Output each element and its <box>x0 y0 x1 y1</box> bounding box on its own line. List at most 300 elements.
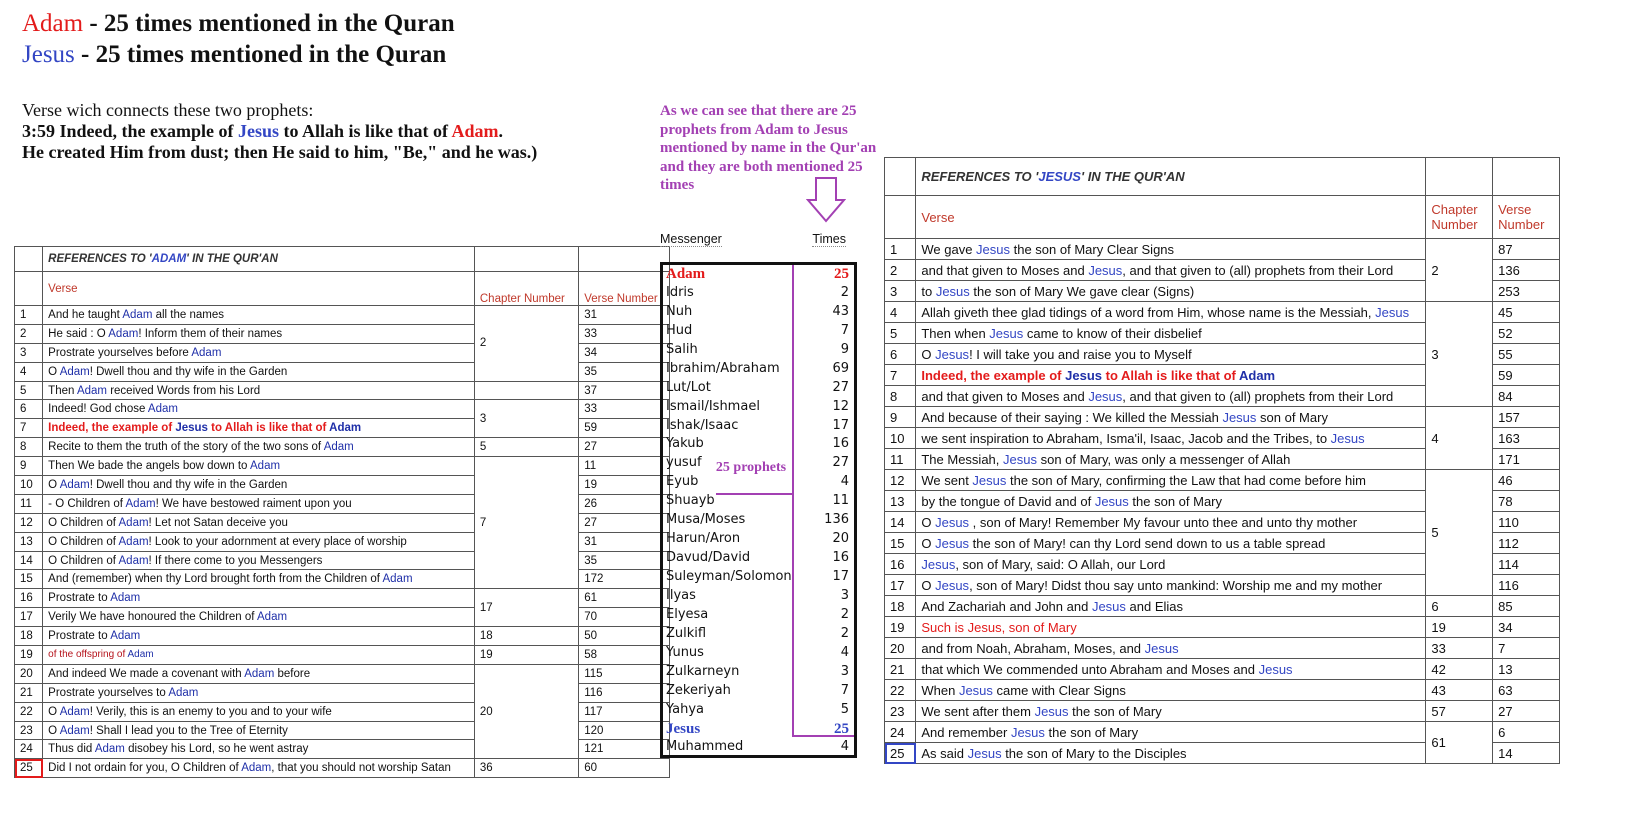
chapter-cell: 5 <box>474 438 578 457</box>
messenger-name: Jesus <box>666 720 701 737</box>
verse-adam: Adam <box>451 121 499 141</box>
verse-number: 61 <box>579 589 670 608</box>
times-col-label: Times <box>812 232 846 246</box>
chapter-cell: 42 <box>1426 659 1493 680</box>
name-keyword: Adam <box>191 346 222 359</box>
verse-number: 117 <box>579 702 670 721</box>
messenger-times: 11 <box>832 493 849 509</box>
row-number: 14 <box>15 551 43 570</box>
corner-cell <box>15 247 43 272</box>
messenger-times: 7 <box>840 682 849 698</box>
verse-cell <box>43 702 475 721</box>
verse-cell <box>43 306 475 325</box>
chapter-cell: 2 <box>474 306 578 382</box>
verse-number: 45 <box>1493 302 1560 323</box>
verse-text: the son of Mary! can thy Lord send down to us a table spread <box>969 535 1326 551</box>
row-number: 11 <box>15 494 43 513</box>
jesus-name: Jesus <box>22 41 75 68</box>
table-title: REFERENCES TO 'ADAM' IN THE QUR'AN <box>43 247 475 272</box>
row-number: 21 <box>885 659 916 680</box>
messenger-name: Davud/David <box>666 550 751 566</box>
name-keyword: Adam <box>118 535 149 548</box>
verse-text: Recite to them the truth of the story of the two sons of <box>48 441 324 454</box>
row-number: 9 <box>885 407 916 428</box>
adam-heading-line <box>22 8 455 39</box>
name-keyword: Adam <box>244 667 275 680</box>
name-keyword: Jesus <box>935 346 970 362</box>
verse-text <box>22 121 542 163</box>
table-row <box>885 407 1560 428</box>
verse-number: 52 <box>1493 323 1560 344</box>
verse-cell <box>916 239 1426 260</box>
messenger-times: 2 <box>840 284 849 300</box>
verse-cell <box>916 596 1426 617</box>
row-number: 22 <box>885 680 916 701</box>
verse-text: When <box>921 682 959 698</box>
chapter-cell: 57 <box>1426 701 1493 722</box>
name-keyword: Adam <box>127 649 154 661</box>
verse-number: 136 <box>1493 260 1560 281</box>
verse-cell <box>916 449 1426 470</box>
bracket-label: 25 prophets <box>715 460 787 475</box>
verse-text: O <box>48 478 60 491</box>
name-keyword: Jesus <box>958 682 993 698</box>
verse-text: and that given to Moses and <box>921 262 1089 278</box>
messenger-name: Muhammed <box>666 739 744 755</box>
verse-cell <box>43 419 475 438</box>
row-number: 6 <box>15 400 43 419</box>
row-number: 2 <box>885 260 916 281</box>
annotation-note: As we can see that there are 25 prophets from Adam to Jesus mentioned by name in the Qur'an and they are both mentioned 25 times <box>660 103 877 194</box>
jesus-heading-line <box>22 39 455 70</box>
name-keyword: Adam <box>59 705 90 718</box>
verse-text: , that you should not worship Satan <box>271 762 451 775</box>
messenger-times: 4 <box>840 739 849 755</box>
verse-cell <box>916 743 1426 764</box>
verse-number: 121 <box>579 740 670 759</box>
name-keyword: Jesus <box>935 535 970 551</box>
verse-text: , son of Mary, said: O Allah, our Lord <box>955 556 1166 572</box>
chapter-cell: 4 <box>1426 407 1493 470</box>
row-number: 24 <box>15 740 43 759</box>
table-row <box>885 596 1560 617</box>
verse-cell <box>916 491 1426 512</box>
jesus-references-table <box>884 157 1560 764</box>
messenger-name: Adam <box>666 266 706 282</box>
row-number: 5 <box>15 381 43 400</box>
name-keyword: Jesus <box>1003 451 1037 467</box>
messenger-times: 20 <box>832 531 849 547</box>
table-row <box>885 659 1560 680</box>
verse-cell <box>43 589 475 608</box>
col-header-verse: Verse <box>43 272 475 306</box>
messenger-times: 16 <box>832 550 849 566</box>
row-number: 25 <box>15 759 43 778</box>
messenger-col-label: Messenger <box>660 232 722 246</box>
name-keyword: Jesus <box>935 514 970 530</box>
verse-part: . <box>498 121 504 141</box>
name-keyword: Adam <box>241 762 272 775</box>
name-keyword: Jesus <box>1330 430 1365 446</box>
messenger-times: 25 <box>834 720 849 737</box>
table-row <box>15 589 670 608</box>
name-keyword: Adam <box>250 460 281 473</box>
messenger-name: Hud <box>666 322 693 338</box>
verse-text: O <box>921 577 936 593</box>
verse-text: O <box>48 705 60 718</box>
down-arrow-icon <box>806 176 846 224</box>
verse-text: Indeed! God chose <box>48 403 148 416</box>
verse-text: of the offspring of <box>48 649 128 661</box>
verse-text: The Messiah, <box>921 451 1004 467</box>
verse-number: 59 <box>579 419 670 438</box>
verse-cell <box>43 438 475 457</box>
verse-number: 14 <box>1493 743 1560 764</box>
verse-text: ! Verily, this is an enemy to you and to your wife <box>89 705 332 718</box>
verse-cell <box>43 457 475 476</box>
chapter-cell: 19 <box>474 646 578 665</box>
row-number: 1 <box>15 306 43 325</box>
name-keyword: Jesus <box>967 619 1002 635</box>
verse-text: He said : O <box>48 327 109 340</box>
verse-cell <box>43 551 475 570</box>
verse-number: 163 <box>1493 428 1560 449</box>
chapter-cell: 61 <box>1426 722 1493 764</box>
name-keyword: Adam <box>329 422 362 435</box>
bracket-pointer <box>716 493 792 495</box>
name-keyword: Adam <box>125 497 156 510</box>
messenger-name: Musa/Moses <box>666 512 746 528</box>
verse-cell <box>916 344 1426 365</box>
verse-cell <box>916 554 1426 575</box>
verse-cell <box>916 533 1426 554</box>
verse-number: 34 <box>1493 617 1560 638</box>
messenger-name: Shuayb <box>666 493 715 509</box>
verse-cell <box>916 701 1426 722</box>
name-keyword: Adam <box>122 308 153 321</box>
verse-number: 78 <box>1493 491 1560 512</box>
table-row <box>15 438 670 457</box>
chapter-cell: 3 <box>1426 302 1493 407</box>
messenger-times: 69 <box>832 360 849 376</box>
verse-text: And indeed We made a covenant with <box>48 667 245 680</box>
verse-number: 84 <box>1493 386 1560 407</box>
name-keyword: Jesus <box>1222 409 1257 425</box>
verse-number: 157 <box>1493 407 1560 428</box>
verse-text: We sent <box>921 472 973 488</box>
row-number: 24 <box>885 722 916 743</box>
verse-cell <box>916 617 1426 638</box>
chapter-cell: 3 <box>474 400 578 438</box>
name-keyword: Adam <box>59 478 90 491</box>
row-number: 1 <box>885 239 916 260</box>
table-row <box>15 627 670 646</box>
verse-text: received Words from his Lord <box>107 384 261 397</box>
messenger-times: 5 <box>840 701 849 717</box>
name-keyword: Adam <box>59 724 90 737</box>
verse-number: 120 <box>579 721 670 740</box>
verse-number: 114 <box>1493 554 1560 575</box>
verse-text: ! If there come to you Messengers <box>148 554 323 567</box>
row-number: 12 <box>885 470 916 491</box>
table-row <box>885 680 1560 701</box>
adam-name: Adam <box>22 10 84 37</box>
row-number: 13 <box>15 532 43 551</box>
verse-text: Indeed, the example of <box>921 367 1066 383</box>
verse-text: son of Mary <box>1256 409 1328 425</box>
verse-number: 7 <box>1493 638 1560 659</box>
name-keyword: Adam <box>108 327 139 340</box>
row-number: 21 <box>15 683 43 702</box>
chapter-cell: 33 <box>1426 638 1493 659</box>
verse-cell <box>43 324 475 343</box>
verse-number: 13 <box>1493 659 1560 680</box>
verse-cell <box>43 381 475 400</box>
row-number: 12 <box>15 513 43 532</box>
verse-number: 35 <box>579 362 670 381</box>
chapter-cell: 6 <box>1426 596 1493 617</box>
verse-cell <box>916 470 1426 491</box>
messenger-name: Zekeriyah <box>666 682 731 698</box>
name-keyword: Jesus <box>976 241 1011 257</box>
messenger-times: 4 <box>840 644 849 660</box>
verse-text: disobey his Lord, so he went astray <box>124 743 309 756</box>
chapter-cell: 36 <box>474 759 578 778</box>
messenger-name: Ibrahim/Abraham <box>666 360 780 376</box>
verse-number: 19 <box>579 476 670 495</box>
verse-text: Prostrate to <box>48 630 111 643</box>
messenger-name: Harun/Aron <box>666 531 741 547</box>
table-row <box>15 306 670 325</box>
name-keyword: Jesus <box>1375 304 1410 320</box>
name-keyword: Adam <box>110 630 141 643</box>
verse-text: , son of Mary <box>1001 619 1077 635</box>
verse-text: O <box>48 724 60 737</box>
messenger-times: 12 <box>832 398 849 414</box>
chapter-cell: 17 <box>474 589 578 627</box>
row-number: 20 <box>885 638 916 659</box>
messenger-times: 27 <box>832 379 849 395</box>
row-number: 3 <box>15 343 43 362</box>
verse-text: Then when <box>921 325 990 341</box>
verse-number: 171 <box>1493 449 1560 470</box>
messenger-row <box>663 738 854 757</box>
name-keyword: Adam <box>110 592 141 605</box>
verse-number: 31 <box>579 306 670 325</box>
verse-text: And he taught <box>48 308 123 321</box>
row-number: 18 <box>15 627 43 646</box>
chapter-cell: 7 <box>474 457 578 589</box>
messenger-name: Ismail/Ishmael <box>666 398 760 414</box>
chapter-cell: 20 <box>474 664 578 758</box>
table-row <box>885 617 1560 638</box>
verse-text: to Allah is like that of <box>1102 367 1239 383</box>
verse-cell <box>43 532 475 551</box>
verse-text: , and that given to (all) prophets from their Lord <box>1122 388 1394 404</box>
row-number: 2 <box>15 324 43 343</box>
verse-cell <box>43 362 475 381</box>
verse-text: And remember <box>921 724 1011 740</box>
verse-cell <box>43 476 475 495</box>
verse-part: He created Him from dust; then He said to him, "Be," and he was.) <box>22 142 538 162</box>
verse-number: 253 <box>1493 281 1560 302</box>
verse-text: the son of Mary <box>1068 703 1162 719</box>
verse-text: And (remember) when thy Lord brought forth from the Children of <box>48 573 383 586</box>
chapter-cell <box>474 381 578 400</box>
table-row <box>885 722 1560 743</box>
messenger-name: Yakub <box>666 436 704 452</box>
messenger-times: 9 <box>840 341 849 357</box>
messenger-name: Yunus <box>666 644 704 660</box>
chapter-cell: 5 <box>1426 470 1493 596</box>
verse-text: ! Dwell thou and thy wife in the Garden <box>89 365 288 378</box>
verse-number: 33 <box>579 324 670 343</box>
verse-cell <box>916 512 1426 533</box>
messenger-header <box>660 232 846 247</box>
row-number: 7 <box>15 419 43 438</box>
messenger-times: 17 <box>832 417 849 433</box>
verse-cell <box>916 386 1426 407</box>
table-row <box>15 381 670 400</box>
verse-cell <box>916 281 1426 302</box>
col-header-verse-number: Verse Number <box>1493 196 1560 239</box>
verse-text: and that given to Moses and <box>921 388 1089 404</box>
table-row <box>885 470 1560 491</box>
verse-number: 46 <box>1493 470 1560 491</box>
name-keyword: Adam <box>118 516 149 529</box>
row-number: 19 <box>15 646 43 665</box>
table-row <box>885 239 1560 260</box>
name-keyword: Jesus <box>1091 598 1126 614</box>
verse-text: the son of Mary <box>1128 493 1223 509</box>
name-keyword: Jesus <box>1144 640 1179 656</box>
messenger-times: 4 <box>840 474 849 490</box>
name-keyword: Adam <box>76 384 107 397</box>
name-keyword: Jesus <box>175 422 208 435</box>
messenger-times: 136 <box>824 512 849 528</box>
verse-number: 37 <box>579 381 670 400</box>
verse-cell <box>43 664 475 683</box>
table-row <box>15 646 670 665</box>
verse-text: and from Noah, Abraham, Moses, and <box>921 640 1145 656</box>
verse-text: came to know of their disbelief <box>1023 325 1202 341</box>
verse-text: O Children of <box>48 554 119 567</box>
row-number: 18 <box>885 596 916 617</box>
verse-text: that which We commended unto Abraham and Moses and <box>921 661 1259 677</box>
row-number: 11 <box>885 449 916 470</box>
name-keyword: Adam <box>323 441 354 454</box>
row-number: 23 <box>885 701 916 722</box>
verse-text: before <box>274 667 311 680</box>
name-keyword: Adam <box>147 403 178 416</box>
messenger-times: 7 <box>840 322 849 338</box>
verse-number: 58 <box>579 646 670 665</box>
verse-number: 55 <box>1493 344 1560 365</box>
verse-cell <box>916 722 1426 743</box>
messenger-name: Lut/Lot <box>666 379 711 395</box>
col-header-verse-number: Verse Number <box>579 272 670 306</box>
verse-text: the son of Mary We gave clear (Signs) <box>969 283 1195 299</box>
messenger-name: yusuf <box>666 455 702 471</box>
prophet-bracket <box>792 265 854 737</box>
verse-cell <box>43 721 475 740</box>
verse-number: 115 <box>579 664 670 683</box>
verse-text: , son of Mary! Remember My favour unto thee and unto thy mother <box>969 514 1358 530</box>
verse-text: ! Dwell thou and thy wife in the Garden <box>89 478 288 491</box>
verse-number: 63 <box>1493 680 1560 701</box>
name-keyword: Jesus <box>1088 388 1123 404</box>
name-keyword: Adam <box>168 686 199 699</box>
name-keyword: Jesus <box>972 472 1007 488</box>
messenger-times: 43 <box>832 303 849 319</box>
verse-number: 70 <box>579 608 670 627</box>
verse-text: Prostrate yourselves to <box>48 686 169 699</box>
verse-number: 34 <box>579 343 670 362</box>
verse-text: ! Let not Satan deceive you <box>148 516 288 529</box>
verse-text: And Zachariah and John and <box>921 598 1092 614</box>
verse-cell <box>916 575 1426 596</box>
verse-text: And because of their saying : We killed the Messiah <box>921 409 1223 425</box>
messenger-name: Ilyas <box>666 587 696 603</box>
table-row <box>885 302 1560 323</box>
messenger-times: 17 <box>832 569 849 584</box>
messenger-times: 25 <box>834 266 849 282</box>
row-number: 8 <box>885 386 916 407</box>
row-number: 19 <box>885 617 916 638</box>
table-row <box>15 759 670 778</box>
verse-number: 27 <box>1493 701 1560 722</box>
row-number: 3 <box>885 281 916 302</box>
col-header-chapter: Chapter Number <box>474 272 578 306</box>
verse-text: Verily We have honoured the Children of <box>48 611 258 624</box>
name-keyword: Adam <box>1239 367 1276 383</box>
verse-number: 35 <box>579 551 670 570</box>
row-number: 8 <box>15 438 43 457</box>
verse-text: ! Inform them of their names <box>138 327 283 340</box>
verse-cell <box>916 302 1426 323</box>
page-heading <box>22 8 455 70</box>
verse-number: 59 <box>1493 365 1560 386</box>
name-keyword: Jesus <box>1010 724 1045 740</box>
name-keyword: Jesus <box>1094 493 1129 509</box>
verse-text: Indeed, the example of <box>48 422 176 435</box>
messenger-name: Idris <box>666 284 694 300</box>
verse-number: 27 <box>579 438 670 457</box>
verse-cell <box>43 343 475 362</box>
verse-part: to Allah is like that of <box>279 121 452 141</box>
row-number: 25 <box>885 743 916 764</box>
jesus-heading-text: - 25 times mentioned in the Quran <box>74 41 447 68</box>
row-number: 20 <box>15 664 43 683</box>
name-keyword: Jesus <box>967 745 1002 761</box>
verse-text: O <box>48 365 60 378</box>
verse-text: O <box>921 514 936 530</box>
adam-heading-text: - 25 times mentioned in the Quran <box>83 10 455 37</box>
verse-text: the son of Mary to the Disciples <box>1001 745 1187 761</box>
row-number: 13 <box>885 491 916 512</box>
messenger-name: Nuh <box>666 303 693 319</box>
row-number: 15 <box>885 533 916 554</box>
verse-label: Verse wich connects these two prophets: <box>22 100 314 120</box>
row-number: 4 <box>885 302 916 323</box>
messenger-times: 2 <box>840 606 849 622</box>
verse-cell <box>43 740 475 759</box>
verse-part: 3:59 Indeed, the example of <box>22 121 238 141</box>
verse-number: 26 <box>579 494 670 513</box>
verse-number: 33 <box>579 400 670 419</box>
name-keyword: Jesus <box>1258 661 1293 677</box>
verse-text: O Children of <box>48 535 119 548</box>
